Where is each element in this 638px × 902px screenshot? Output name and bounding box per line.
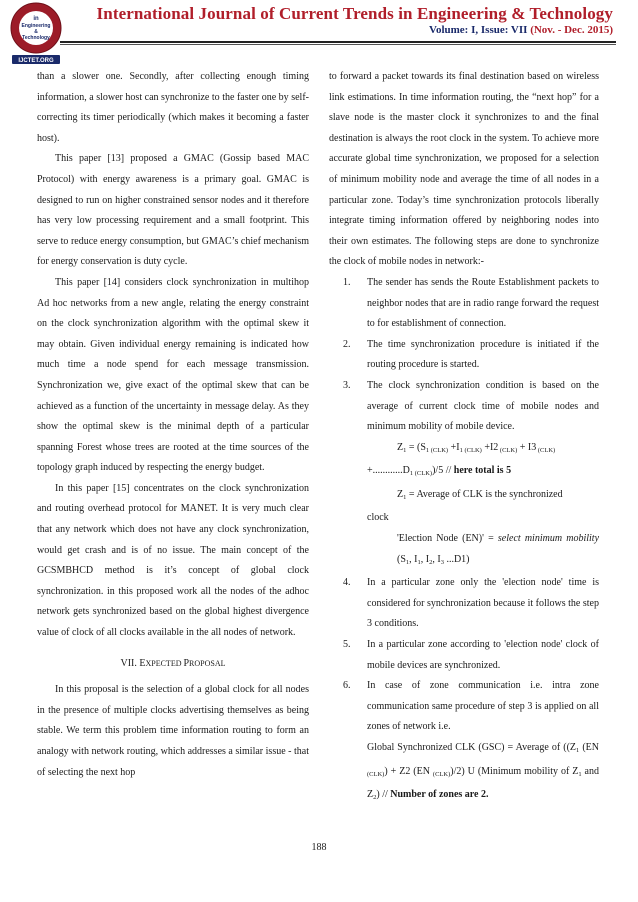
list-text: The time synchronization procedure is initiated if the routing procedure is started.: [367, 338, 599, 371]
list-item: [329, 635, 599, 676]
election-node-formula: 'Election Node (EN)' = select minimum mobility ($S_1$, $I_1$, $I_2$, $I_3$ ...D1): [397, 533, 600, 566]
list-text: In a particular zone only the 'election node' time is considered for synchronization because it follows the step 3 conditions.: [367, 577, 599, 630]
formula-z1: $Z_1 = (S_{1 (CLK)} +I_{1 (CLK)} +I2$ $_{(CLK)}$ + I3 $_{(CLK)}$: [397, 441, 556, 454]
section-heading-part: XPECTED: [145, 658, 184, 668]
formula-z1-cont: $+............D_{1 (CLK)})/5$ // here total is 5: [367, 465, 512, 478]
list-text: In case of zone communication i.e. intra zone communication same procedure of step 3 is applied on all zones of network i.e.: [367, 680, 599, 733]
list-item: [329, 335, 599, 376]
list-number: 2.: [343, 338, 351, 350]
list-item: [329, 376, 599, 573]
list-text: The clock synchronization condition is based on the average of current clock time of mobile nodes and minimum mobility of mobile device.: [367, 379, 599, 433]
section-heading-part: ROPOSAL: [189, 658, 226, 668]
paragraph: In this paper [15] concentrates on the clock synchronization and routing overhead protocol for MANET. It is very much clear that any network which does not have any clock synchronization, would get crash and is of no issue. The main concept of the GCSMBHCD method is it’s concept of global clock synchronization. in this proposed work all the nodes of the adhoc network gets synchronized based on the global highest divergence value of clock of all clocks available in the all nodes of network.: [37, 482, 309, 639]
global-sync-formula: Global Synchronized CLK (GSC) = Average of (($Z_1$ (EN $_{(CLK)}$) + Z2 (EN $_{(CLK)}$)/2) U (Minimum mobility of $Z_1$ and $Z_2$) // Number of zones are 2.: [367, 742, 599, 802]
journal-title: International Journal of Current Trends in Engineering & Technology: [96, 4, 613, 23]
right-column: [329, 67, 599, 809]
left-column: [37, 67, 309, 783]
list-number: 5.: [343, 639, 351, 651]
section-heading: [37, 654, 309, 675]
formula-z1-average: $Z_1$ = Average of CLK is the synchronized: [397, 488, 563, 501]
list-number: 6.: [343, 680, 351, 692]
list-text: In a particular zone according to 'election node' clock of mobile devices are synchronized.: [367, 639, 599, 671]
list-number: 4.: [343, 577, 351, 589]
page-number: 188: [311, 842, 327, 853]
list-number: 3.: [343, 379, 351, 391]
list-item: [329, 676, 599, 809]
page-header: [0, 0, 638, 66]
volume-date: (Nov. - Dec. 2015): [530, 24, 613, 36]
list-number: 1.: [343, 276, 351, 288]
logo-text-engineering: Engineering: [21, 23, 51, 29]
volume-text: Volume: I, Issue: VII: [429, 24, 531, 36]
list-item: [329, 573, 599, 635]
logo-text-technology: Technology: [22, 35, 50, 41]
paragraph: This paper [13] proposed a GMAC (Gossip based MAC Protocol) with energy awareness is a primary goal. GMAC is designed to run on higher constrained sensor nodes and it therefore has very low processing requirement and a small footprint. This serve to reduce energy consumption, but GMAC’s chief mechanism for energy conservation is duty cycle.: [37, 153, 309, 268]
journal-logo-icon: [8, 1, 64, 65]
list-item: [329, 273, 599, 335]
paragraph: to forward a packet towards its final destination based on wireless link estimations. In time information routing, the “next hop” for a slave node is the master clock it synchronizes to and the final destination is always the root clock in the system. To achieve more accurate global time synchronization, we proposed for a selection of minimum mobility node and average the time of all nodes in a particular zone. Today’s time synchronization protocols liberally integrate timing information offered by neighboring nodes into their own estimates. The following steps are done to synchronize the clock of mobile nodes in network:-: [329, 71, 599, 268]
logo-text-amp: &: [34, 29, 38, 35]
section-heading-part: VII. E: [120, 657, 146, 669]
volume-issue: [429, 24, 613, 36]
paragraph: than a slower one. Secondly, after collecting enough timing information, a slower host can synchronize to the faster one by self-correcting its timer periodically (which makes it becoming a faster host).: [37, 71, 309, 144]
list-text: The sender has sends the Route Establishment packets to neighbor nodes that are in radio range forward the request to for establishment of connection.: [367, 276, 599, 330]
header-rule-thin: [60, 44, 616, 45]
paragraph: This paper [14] considers clock synchronization in multihop Ad hoc networks from a new angle, relating the energy constraint on the clock synchronization algorithm with the optimal skew it may obtain. Given individual energy remaining is indicated how much time a node spend for each message transmission. Synchronization we, give exact of the optimal skew that can be achieved as a function of the uncertainty in message delay. As they show the optimal skew is the minimal depth of a particular spanning Forest whose trees are rooted at the time sources of the topology graph induced by respecting the energy budget.: [37, 276, 309, 474]
steps-list: [329, 273, 599, 809]
formula-z1-average-cont: clock: [367, 512, 389, 524]
section-heading-part: P: [183, 657, 190, 669]
header-rule-thick: [60, 41, 616, 43]
logo-banner: IJCTET.ORG: [18, 58, 54, 64]
logo-text-in: in: [33, 16, 39, 22]
paragraph: In this proposal is the selection of a global clock for all nodes in the presence of multiple clocks advertising themselves as being stable. We term this problem time information routing to form an analogy with network routing, which addresses a similar issue - that of selecting the next hop: [37, 684, 309, 778]
